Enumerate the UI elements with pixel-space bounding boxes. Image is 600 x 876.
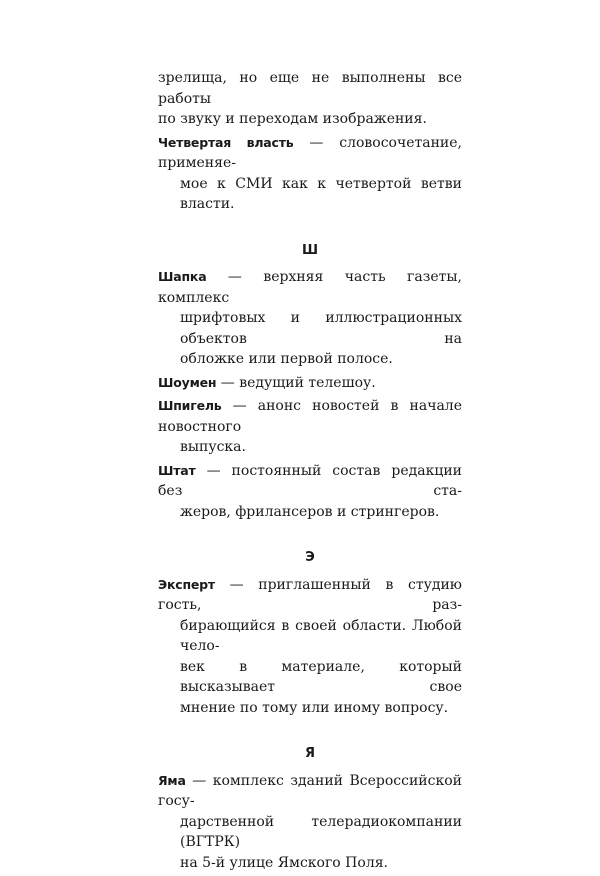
section-letter-heading: Я — [304, 746, 315, 761]
entry-definition-text: — ведущий телешоу. — [216, 374, 376, 391]
entry-line — [158, 812, 462, 853]
entry-line — [158, 502, 462, 523]
entry-line — [158, 771, 462, 812]
entry-definition-text: — верхняя часть газеты, комплекс — [158, 269, 462, 306]
entry-line — [158, 174, 462, 215]
entry-line — [158, 461, 462, 502]
entry-definition-text: век в материале, который высказывает свое — [180, 658, 462, 695]
entry-term: Эксперт — [158, 576, 215, 592]
entry-line — [158, 68, 462, 109]
entry-definition-text: — комплекс зданий Всероссийской госу- — [158, 772, 462, 809]
entry-line — [158, 308, 462, 349]
entry-line — [158, 373, 462, 394]
entry-definition-text: зрелища, но еще не выполнены все работы — [158, 70, 462, 107]
glossary-entry — [158, 575, 462, 719]
entry-line — [158, 657, 462, 698]
entry-definition-text: шрифтовых и иллюстрационных объектов на — [180, 310, 462, 347]
glossary-section — [158, 744, 462, 873]
glossary-entry — [158, 68, 462, 130]
glossary-page — [158, 68, 462, 876]
glossary-entry — [158, 771, 462, 874]
entry-definition-text: — приглашенный в студию гость, раз- — [158, 576, 462, 613]
entry-line — [158, 396, 462, 437]
entry-definition-text: по звуку и переходам изображения. — [158, 111, 427, 127]
entry-definition-text: бирающийся в своей области. Любой чело- — [180, 617, 462, 654]
section-letter-heading: Ш — [301, 242, 319, 258]
entry-definition-text: на 5-й улице Ямского Поля. — [180, 854, 388, 871]
glossary-section — [158, 68, 462, 215]
entry-term: Шпигель — [158, 398, 222, 413]
glossary-section — [158, 548, 462, 718]
entry-line — [158, 575, 462, 616]
entry-term: Штат — [158, 462, 196, 478]
entry-term: Яма — [158, 772, 186, 788]
entry-definition-text: — словосочетание, применяе- — [158, 134, 462, 171]
entry-definition-text: мнение по тому или иному вопросу. — [180, 699, 449, 716]
entry-line — [158, 616, 462, 657]
entry-line — [158, 698, 462, 719]
glossary-entry — [158, 373, 462, 394]
entry-line — [158, 349, 462, 370]
entry-term: Шапка — [158, 269, 207, 284]
entry-definition-text: обложке или первой полосе. — [180, 351, 393, 367]
entry-line — [158, 853, 462, 874]
glossary-entry — [158, 133, 462, 215]
section-letter-heading: Э — [305, 550, 315, 565]
entry-term: Шоумен — [158, 374, 217, 390]
entry-definition-text: выпуска. — [180, 439, 246, 455]
entry-line — [158, 267, 462, 308]
glossary-entry — [158, 461, 462, 523]
glossary-entry — [158, 267, 462, 370]
glossary-section — [158, 241, 462, 523]
entry-term: Четвертая власть — [158, 134, 294, 150]
entry-definition-text: — анонс новостей в начале новостного — [158, 398, 462, 435]
entry-definition-text: жеров, фрилансеров и стрингеров. — [180, 503, 440, 520]
entry-definition-text: дарственной телерадиокомпании (ВГТРК) — [180, 813, 462, 850]
entry-line — [158, 437, 462, 458]
entry-definition-text: — постоянный состав редакции без ста- — [158, 462, 462, 499]
entry-line — [158, 133, 462, 174]
entry-line — [158, 109, 462, 130]
glossary-entry — [158, 396, 462, 458]
entry-definition-text: мое к СМИ как к четвертой ветви власти. — [180, 175, 462, 212]
